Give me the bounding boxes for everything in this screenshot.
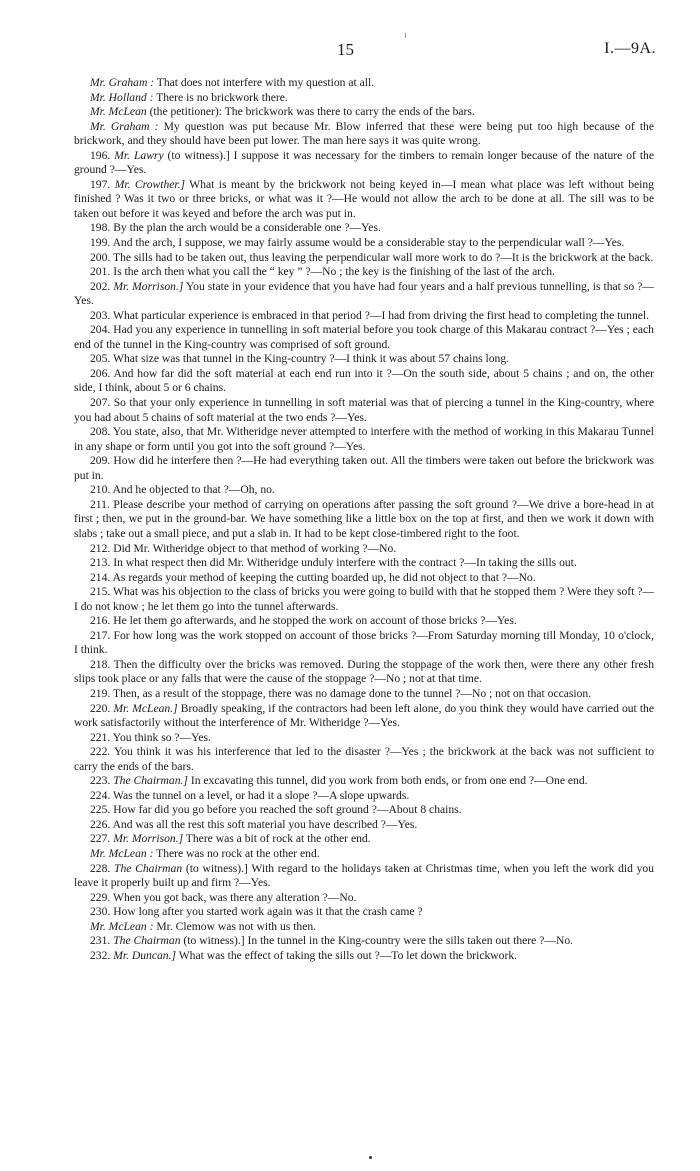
paragraph-text: (to witness).] In the tunnel in the King-country were the sills taken out there ?—No. [180, 934, 574, 948]
question-number: 227. [90, 832, 111, 846]
speaker-name: Mr. Morrison.] [113, 832, 184, 846]
evidence-paragraph [74, 905, 654, 920]
question-number: 197. [90, 177, 111, 191]
paragraph-text: You think so ?—Yes. [112, 730, 211, 744]
question-number: 207. [90, 396, 111, 410]
evidence-paragraph [74, 949, 654, 964]
question-number: 201. [90, 265, 111, 279]
speaker-name: Mr. McLean.] [113, 701, 178, 715]
question-number: 226. [90, 817, 111, 831]
evidence-paragraph [74, 745, 654, 774]
question-number: 199. [90, 236, 111, 250]
evidence-paragraph [74, 265, 654, 280]
speaker-name: The Chairman.] [113, 774, 188, 788]
question-number: 200. [90, 250, 111, 264]
paragraph-text: He let them go afterwards, and he stopped the work on account of those bricks ?—Yes. [113, 614, 517, 628]
paragraph-text: Then, as a result of the stoppage, there was no damage done to the tunnel ?—No ; not on that occasion. [113, 686, 592, 700]
paragraph-text: (to witness).] With regard to the holidays taken at Christmas time, when you left the work did you leave it properly built up and firm ?—Yes. [74, 861, 654, 890]
evidence-paragraph [74, 789, 654, 804]
evidence-paragraph [74, 920, 654, 935]
evidence-paragraph [74, 221, 654, 236]
question-number: 211. [90, 497, 110, 511]
evidence-paragraph [74, 309, 654, 324]
question-number: 218. [90, 657, 111, 671]
speaker-name: Mr. McLean : [90, 919, 154, 933]
question-number: 223. [90, 774, 111, 788]
question-number: 210. [90, 483, 111, 497]
evidence-paragraph [74, 120, 654, 149]
evidence-paragraph [74, 542, 654, 557]
question-number: 231. [90, 934, 111, 948]
speaker-name: The Chairman [114, 861, 183, 875]
paragraph-text: There was no rock at the other end. [153, 846, 320, 860]
paragraph-text: That does not interfere with my question at all. [154, 76, 375, 89]
paragraph-text: What was his objection to the class of bricks you were going to build with that he stopped them ? Were they soft ?—I do not know ; he let them go into the tunnel afterwards. [74, 585, 654, 613]
paragraph-text: And he objected to that ?—Oh, no. [112, 483, 275, 497]
question-number: 206. [90, 366, 111, 380]
paragraph-text: You think it was his interference that led to the disaster ?—Yes ; the brickwork at the back was not sufficient to carry the ends of the bars. [74, 745, 654, 773]
document-reference: I.—9A. [604, 40, 656, 57]
question-number: 196. [90, 148, 111, 162]
evidence-paragraph [74, 178, 654, 222]
evidence-paragraph [74, 251, 654, 266]
paragraph-text: How far did you go before you reached the soft ground ?—About 8 chains. [113, 803, 462, 817]
evidence-paragraph [74, 818, 654, 833]
paragraph-text: In excavating this tunnel, did you work from both ends, or from one end ?—One end. [187, 774, 588, 788]
speaker-name: Mr. Morrison.] [113, 279, 184, 293]
paragraph-text: How long after you started work again was it that the crash came ? [113, 905, 423, 919]
evidence-paragraph [74, 847, 654, 862]
scan-mark [405, 33, 406, 38]
evidence-paragraph [74, 658, 654, 687]
paragraph-text: Mr. Clemow was not with us then. [153, 919, 317, 933]
question-number: 219. [90, 686, 111, 700]
question-number: 230. [90, 905, 111, 919]
evidence-paragraph [74, 774, 654, 789]
speaker-name: Mr. Graham : [90, 76, 155, 89]
paragraph-text: And the arch, I suppose, we may fairly assume would be a considerable stay to the perpendicular wall ?—Yes. [112, 236, 625, 250]
paragraph-text: My question was put because Mr. Blow inferred that these were being put too high because of the brickwork, and they should have been put lower. The man here says it was quite wrong. [74, 119, 654, 148]
paragraph-text: Then the difficulty over the bricks was removed. During the stoppage of the work then, were there any other fresh slips took place or any falls that were the cause of the stoppage ?—No ; not at that time. [74, 657, 654, 686]
evidence-paragraph [74, 76, 654, 91]
paragraph-text: What size was that tunnel in the King-country ?—I think it was about 57 chains long. [113, 352, 510, 366]
question-number: 228. [90, 861, 111, 875]
evidence-transcript [74, 76, 654, 963]
evidence-paragraph [74, 556, 654, 571]
evidence-paragraph [74, 571, 654, 586]
evidence-paragraph [74, 483, 654, 498]
scan-dot [369, 1156, 372, 1159]
question-number: 202. [90, 279, 111, 293]
paragraph-text: You state, also, that Mr. Witheridge never attempted to interfere with the method of working in this Makarau Tunnel in any shape or form until you got into the soft ground ?—Yes. [74, 425, 655, 453]
evidence-paragraph [74, 687, 654, 702]
speaker-name: Mr. Graham : [90, 119, 159, 133]
paragraph-text: Please describe your method of carrying on operations after passing the soft ground ?—We drive a bore-head in at first ; then, we put in the ground-bar. We have something like a little box on the top at first, and then we work it down with slabs ; take out a small piece, and put a slab in. It had to be kept close-timbered right to the foot. [74, 497, 654, 540]
evidence-paragraph [74, 585, 654, 614]
paragraph-text: The sills had to be taken out, thus leaving the perpendicular wall more work to do ?—It is the brickwork at the back. [113, 250, 654, 264]
question-number: 198. [90, 221, 111, 235]
paragraph-text: For how long was the work stopped on account of those bricks ?—From Saturday morning till Monday, 10 o'clock, I think. [74, 628, 654, 657]
evidence-paragraph [74, 352, 654, 367]
paragraph-text: (the petitioner): The brickwork was there to carry the ends of the bars. [146, 105, 475, 119]
speaker-name: Mr. Crowther.] [114, 177, 186, 191]
evidence-paragraph [74, 614, 654, 629]
paragraph-text: As regards your method of keeping the cutting boarded up, he did not object to that ?—No. [112, 570, 536, 584]
page-number: 15 [337, 40, 354, 59]
evidence-paragraph [74, 280, 654, 309]
question-number: 222. [90, 745, 111, 759]
evidence-paragraph [74, 149, 654, 178]
evidence-paragraph [74, 454, 654, 483]
page-header [0, 40, 700, 62]
question-number: 221. [90, 730, 111, 744]
evidence-paragraph [74, 731, 654, 746]
speaker-name: Mr. Duncan.] [113, 948, 177, 962]
question-number: 209. [90, 454, 111, 468]
paragraph-text: When you got back, was there any alteration ?—No. [113, 890, 357, 904]
evidence-paragraph [74, 832, 654, 847]
question-number: 214. [90, 570, 111, 584]
paragraph-text: Had you any experience in tunnelling in soft material before you took charge of this Makarau contract ?—Yes ; each end of the tunnel in the King-country was comprised of soft ground. [74, 323, 654, 351]
speaker-name: Mr. Holland : [90, 90, 154, 104]
paragraph-text: Did Mr. Witheridge object to that method of working ?—No. [113, 541, 397, 555]
evidence-paragraph [74, 803, 654, 818]
evidence-paragraph [74, 367, 654, 396]
paragraph-text: You state in your evidence that you have had four years and a half previous tunnelling, is that so ?—Yes. [74, 279, 654, 308]
paragraph-text: And was all the rest this soft material you have described ?—Yes. [112, 817, 418, 831]
paragraph-text: So that your only experience in tunnelling in soft material was that of piercing a tunnel in the King-country, where you had about 5 chains of soft material at the two ends ?—Yes. [74, 396, 654, 424]
paragraph-text: Was the tunnel on a level, or had it a slope ?—A slope upwards. [113, 788, 410, 802]
question-number: 204. [90, 323, 111, 337]
paragraph-text: There is no brickwork there. [153, 90, 288, 104]
evidence-paragraph [74, 934, 654, 949]
paragraph-text: There was a bit of rock at the other end. [183, 832, 371, 846]
paragraph-text: Is the arch then what you call the “ key ” ?—No ; the key is the finishing of the last of the arch. [113, 265, 555, 279]
paragraph-text: Broadly speaking, if the contractors had been left alone, do you think they would have carried out the work satisfactorily without the interference of Mr. Witheridge ?—Yes. [74, 701, 654, 730]
speaker-name: The Chairman [113, 934, 181, 948]
paragraph-text: How did he interfere then ?—He had everything taken out. All the timbers were taken out before the brickwork was put in. [74, 454, 654, 482]
evidence-paragraph [74, 396, 654, 425]
question-number: 208. [90, 425, 111, 439]
evidence-paragraph [74, 323, 654, 352]
paragraph-text: What was the effect of taking the sills out ?—To let down the brickwork. [176, 948, 518, 962]
paragraph-text: What particular experience is embraced in that period ?—I had from driving the first head to completing the tunnel. [113, 308, 650, 322]
paragraph-text: And how far did the soft material at each end run into it ?—On the south side, about 5 chains ; and on, the other side, I think, about 5 or 6 chains. [74, 366, 654, 395]
evidence-paragraph [74, 425, 654, 454]
evidence-paragraph [74, 91, 654, 106]
speaker-name: Mr. McLean : [90, 846, 154, 860]
paragraph-text: In what respect then did Mr. Witheridge unduly interfere with the contract ?—In taking the sills out. [113, 556, 577, 570]
speaker-name: Mr. Lawry [114, 148, 164, 162]
paragraph-text: (to witness).] I suppose it was necessary for the timbers to remain longer because of the nature of the ground ?—Yes. [74, 148, 654, 177]
question-number: 212. [90, 541, 111, 555]
question-number: 232. [90, 948, 111, 962]
question-number: 220. [90, 701, 111, 715]
question-number: 203. [90, 308, 111, 322]
evidence-paragraph [74, 629, 654, 658]
evidence-paragraph [74, 702, 654, 731]
question-number: 213. [90, 556, 111, 570]
evidence-paragraph [74, 862, 654, 891]
paragraph-text: By the plan the arch would be a considerable one ?—Yes. [113, 221, 381, 235]
question-number: 217. [90, 628, 111, 642]
question-number: 215. [90, 585, 111, 599]
question-number: 216. [90, 614, 111, 628]
question-number: 229. [90, 890, 111, 904]
paragraph-text: What is meant by the brickwork not being keyed in—I mean what place was left without being finished ? Was it two or three bricks, or what was it ?—He would not allow the arch to be done at all. The sill was to be taken out before it was keyed and before the arch was put in. [74, 177, 654, 220]
question-number: 224. [90, 788, 111, 802]
question-number: 205. [90, 352, 111, 366]
speaker-name: Mr. McLean [90, 105, 147, 119]
evidence-paragraph [74, 891, 654, 906]
evidence-paragraph [74, 236, 654, 251]
evidence-paragraph [74, 498, 654, 542]
question-number: 225. [90, 803, 111, 817]
evidence-paragraph [74, 105, 654, 120]
